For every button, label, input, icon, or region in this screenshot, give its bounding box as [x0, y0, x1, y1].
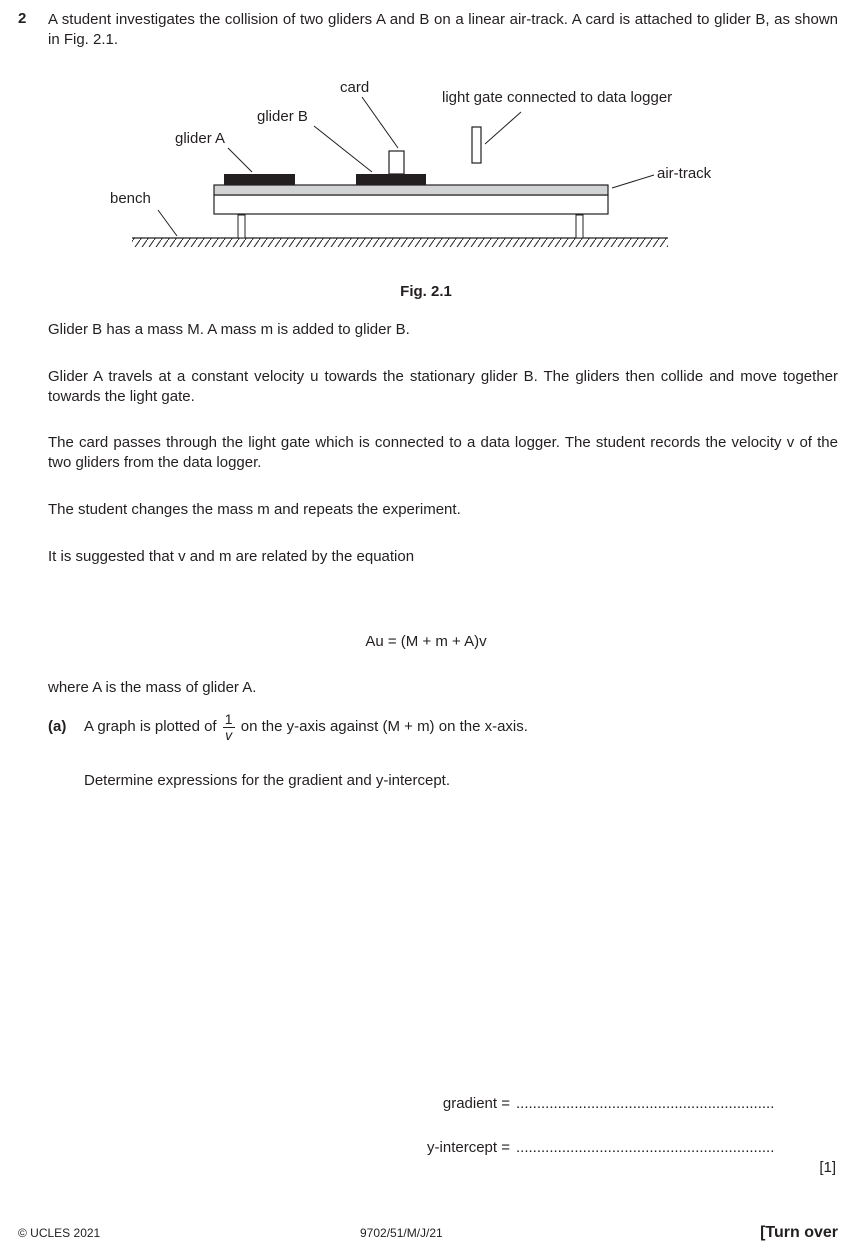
- part-a-label: (a): [48, 718, 67, 735]
- paragraph-4: The student changes the mass m and repeats the experiment.: [48, 501, 461, 518]
- support-left: [238, 215, 245, 238]
- card: [389, 151, 404, 174]
- label-glider-b: glider B: [257, 108, 308, 125]
- fraction-denominator: v: [225, 726, 233, 743]
- turn-over: [Turn over: [760, 1224, 838, 1241]
- part-a-text-before: A graph is plotted of: [84, 718, 217, 735]
- part-a-statement: [84, 710, 528, 744]
- intercept-label: y-intercept =: [427, 1139, 510, 1156]
- air-track-top: [214, 185, 608, 195]
- fraction-numerator: 1: [224, 710, 233, 727]
- footer-copyright: © UCLES 2021: [18, 1226, 101, 1240]
- label-glider-a: glider A: [175, 130, 226, 147]
- intercept-answer-line[interactable]: ..............................................................: [516, 1139, 775, 1156]
- figure-caption: Fig. 2.1: [400, 283, 452, 300]
- label-light-gate: light gate connected to data logger: [442, 89, 673, 106]
- paragraph-2: Glider A travels at a constant velocity u towards the stationary glider B. The gliders then collide and move together towards the light gate.: [48, 368, 838, 405]
- paragraph-1: Glider B has a mass M. A mass m is added to glider B.: [48, 321, 410, 338]
- leader-bench: [158, 210, 177, 236]
- marks: [1]: [819, 1159, 836, 1176]
- air-track-body: [214, 195, 608, 214]
- leader-glider-b: [314, 126, 372, 172]
- label-card: card: [340, 79, 370, 96]
- question-number: 2: [18, 10, 27, 27]
- leader-card: [362, 97, 398, 148]
- label-air-track: air-track: [657, 165, 712, 182]
- bench-hatching: [132, 238, 668, 247]
- gradient-answer-line[interactable]: ..............................................................: [516, 1095, 775, 1112]
- air-track-diagram: [0, 70, 852, 275]
- part-a-text-after: on the y-axis against (M + m) on the x-axis.: [240, 718, 528, 735]
- question-intro: A student investigates the collision of two gliders A and B on a linear air-track. A card is attached to glider B, as shown in Fig. 2.1.: [48, 11, 838, 48]
- paragraph-6: where A is the mass of glider A.: [48, 679, 257, 696]
- leader-light-gate: [485, 112, 521, 144]
- footer-code: 9702/51/M/J/21: [360, 1226, 443, 1240]
- light-gate: [472, 127, 481, 163]
- gradient-label: gradient =: [442, 1095, 510, 1112]
- support-right: [576, 215, 583, 238]
- glider-b: [356, 174, 426, 185]
- one-over-v-fraction: [223, 712, 235, 743]
- label-bench: bench: [110, 190, 151, 207]
- glider-a: [224, 174, 295, 185]
- paragraph-5: It is suggested that v and m are related by the equation: [48, 548, 415, 565]
- paragraph-3: The card passes through the light gate which is connected to a data logger. The student records the velocity v of the two gliders from the data logger.: [48, 434, 838, 471]
- leader-air-track: [612, 175, 654, 188]
- part-a-instruction: Determine expressions for the gradient and y-intercept.: [84, 772, 451, 789]
- equation: Au = (M + m + A)v: [365, 633, 487, 650]
- leader-glider-a: [228, 148, 252, 172]
